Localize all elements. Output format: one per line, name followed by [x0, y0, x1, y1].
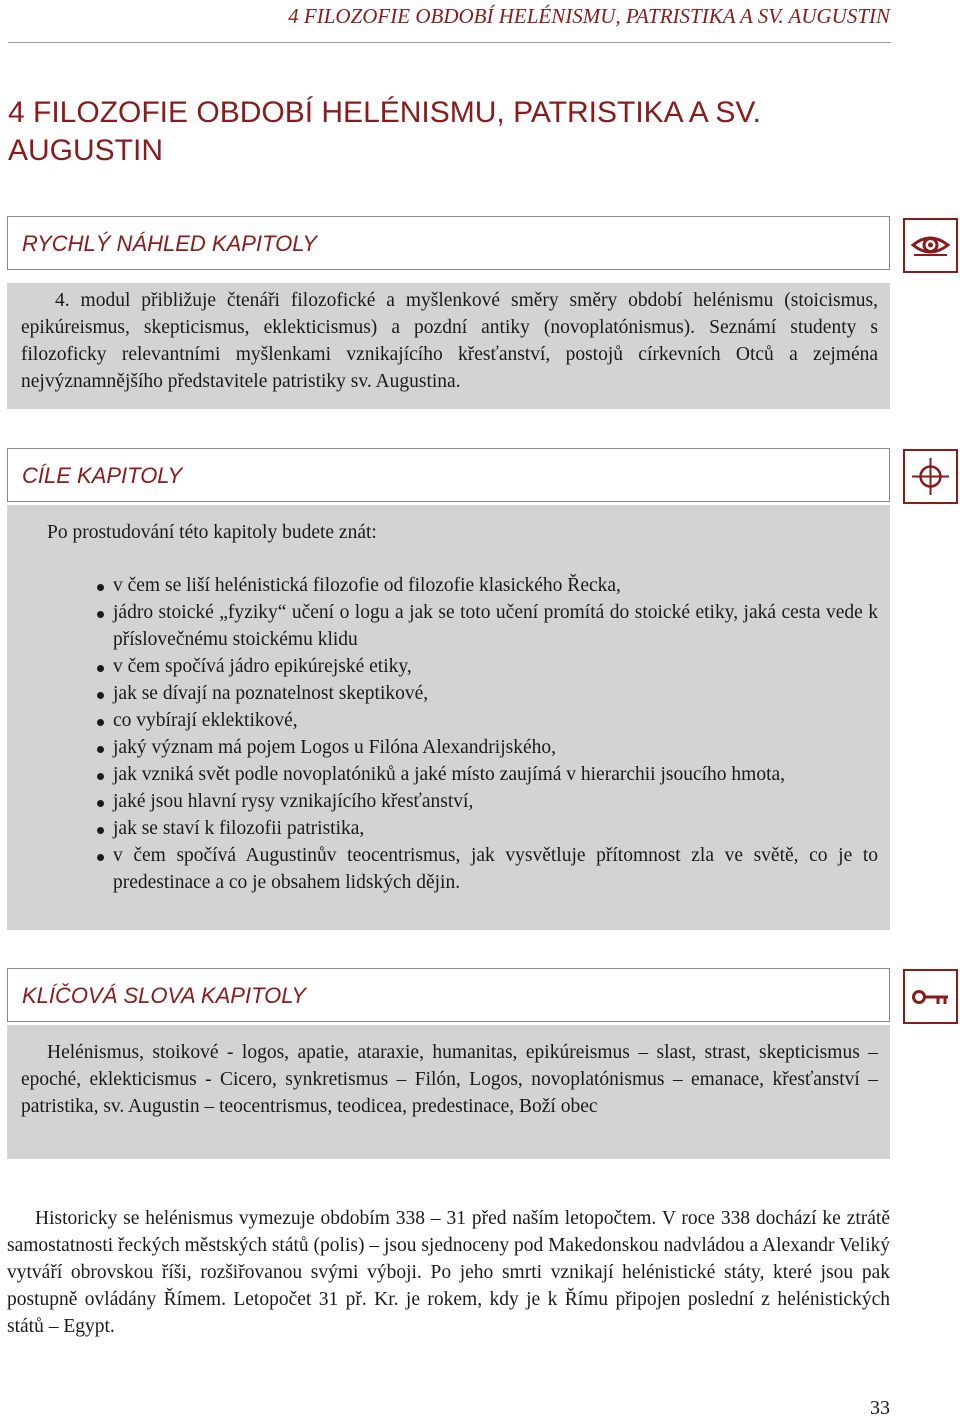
- preview-heading-box: [7, 216, 890, 270]
- key-icon: [903, 969, 958, 1024]
- goals-body: [7, 505, 890, 930]
- list-item: jak vzniká svět podle novoplatóniků a jaké místo zaujímá v hierarchii jsoucího hmota,: [21, 761, 878, 788]
- list-item: jak se staví k filozofii patristika,: [21, 815, 878, 842]
- goals-heading-box: [7, 448, 890, 502]
- list-item: v čem se liší helénistická filozofie od filozofie klasického Řecka,: [21, 572, 878, 599]
- keywords-heading: KLÍČOVÁ SLOVA KAPITOLY: [22, 983, 307, 1008]
- list-item: jaké jsou hlavní rysy vznikajícího křesťanství,: [21, 788, 878, 815]
- keywords-heading-box: [7, 968, 890, 1022]
- list-item: jak se dívají na poznatelnost skeptikové,: [21, 680, 878, 707]
- goals-intro: Po prostudování této kapitoly budete znát:: [47, 522, 377, 543]
- running-header: 4 FILOZOFIE OBDOBÍ HELÉNISMU, PATRISTIKA A SV. AUGUSTIN: [288, 4, 890, 28]
- page-number: 33: [870, 1397, 890, 1419]
- list-item: jádro stoické „fyziky“ učení o logu a jak se toto učení promítá do stoické etiky, jaká cesta vede k příslovečnému stoickému klidu: [21, 599, 878, 653]
- crosshair-icon: [903, 449, 958, 504]
- eye-icon: [903, 218, 958, 273]
- header-rule: [8, 42, 891, 43]
- list-item: v čem spočívá Augustinův teocentrismus, jak vysvětluje přítomnost zla ve světě, co je to predestinace a co je obsahem lidských dějin.: [21, 842, 878, 896]
- preview-text: 4. modul přibližuje čtenáři filozofické a myšlenkové směry směry období helénismu (stoicismus, epikúreismus, skepticismus, eklekticismus) a pozdní antiky (novoplatónismus). Seznámí studenty s filozoficky relevantními myšlenkami vznikajícího křesťanství, postojů církevních Otců a zejména nejvýznamnějšího představitele patristiky sv. Augustina.: [7, 283, 890, 409]
- list-item: v čem spočívá jádro epikúrejské etiky,: [21, 653, 878, 680]
- chapter-title: 4 FILOZOFIE OBDOBÍ HELÉNISMU, PATRISTIKA A SV. AUGUSTIN: [8, 96, 761, 167]
- goals-list: [21, 572, 878, 896]
- keywords-text: Helénismus, stoikové - logos, apatie, ataraxie, humanitas, epikúreismus – slast, strast, skepticismus – epoché, eklekticismus - Cicero, synkretismus – Filón, Logos, novoplatónismus – emanace, křesťanství – patristika, sv. Augustin – teocentrismus, teodicea, predestinace, Boží obec: [7, 1025, 890, 1159]
- list-item: jaký význam má pojem Logos u Filóna Alexandrijského,: [21, 734, 878, 761]
- list-item: co vybírají eklektikové,: [21, 707, 878, 734]
- preview-heading: RYCHLÝ NÁHLED KAPITOLY: [22, 231, 318, 256]
- goals-heading: CÍLE KAPITOLY: [22, 463, 183, 488]
- body-paragraph: Historicky se helénismus vymezuje obdobím 338 – 31 před naším letopočtem. V roce 338 dochází ke ztrátě samostatnosti řeckých městských států (polis) – jsou sjednoceny pod Makedonskou nadvládou a Alexandr Veliký vytváří obrovskou říši, rozšiřovanou svými výboji. Po jeho smrti vznikají helénistické státy, které jsou pak postupně ovládány Římem. Letopočet 31 př. Kr. je rokem, kdy je k Římu připojen poslední z helénistických států – Egypt.: [7, 1208, 890, 1337]
